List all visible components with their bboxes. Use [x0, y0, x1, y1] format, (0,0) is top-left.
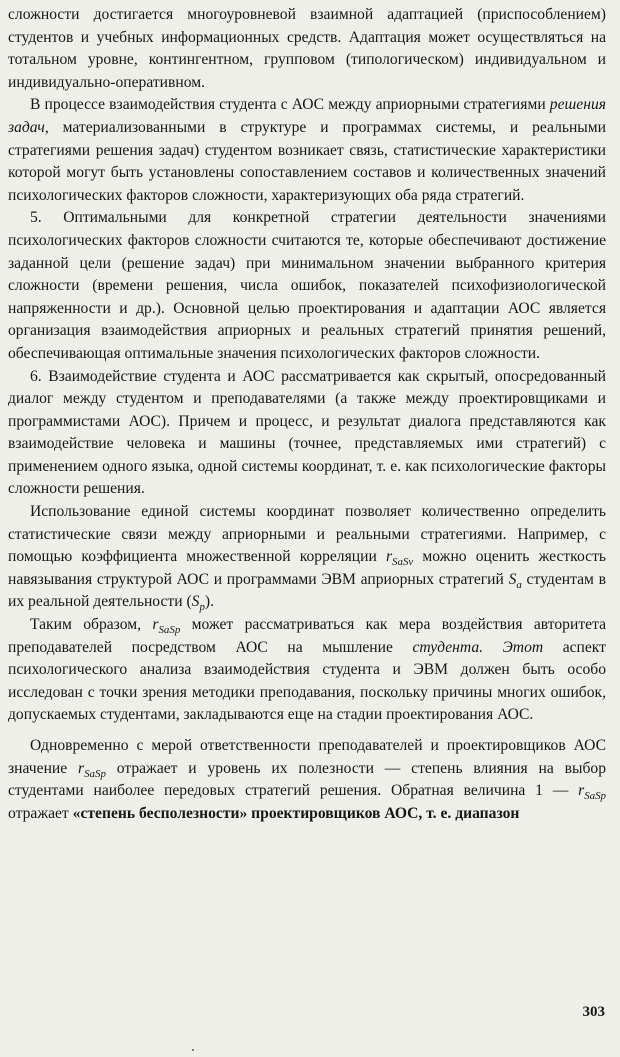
text-authority-middle: может рассматриваться как мера воздействия авторитета преподавателей посредством АОС на мышление: [8, 616, 606, 656]
formula-subscript: p: [199, 601, 205, 614]
formula-subscript: a: [516, 578, 522, 591]
text-point-6: 6. Взаимодействие студента и АОС рассматривается как скрытый, опосредованный диалог между студентом и преподавателями (а также между проектировщиками и программистами АОС). Причем и процесс, и результат диалога представляются как взаимодействие человека и машины (точнее, представляемых ими стратегий) с применением одного языка, одной системы координат, т. е. как психологические факторы сложности решения.: [8, 367, 606, 498]
page-number: 303: [582, 1004, 605, 1020]
text-authority-italic: студента. Этот: [412, 638, 544, 656]
paragraph-coordinates: [8, 501, 606, 614]
formula-r-sasp: [152, 616, 181, 637]
paragraph-interaction: [8, 94, 606, 207]
text-interaction-end: , материализованными в структуре и программах системы, и реальными стратегиями решения задач) студентом возникает связь, статистические характеристики которой могут быть установлены сопоставлением составов и количественных значений психологических факторов сложности, характеризующих оба ряда стратегий.: [8, 118, 606, 204]
paragraph-authority: [8, 614, 606, 727]
text-usefulness-middle: отражает и уровень их полезности — степень влияния на выбор студентами наиболее передовых стратегий решения. Обратная величина 1 —: [8, 759, 606, 800]
formula-subscript: SaSp: [584, 790, 606, 803]
formula-r-sasv: [385, 548, 414, 569]
formula-s-letter: S: [191, 593, 200, 611]
paragraph-point-6: [8, 366, 606, 502]
text-authority-start: Таким образом,: [30, 616, 153, 634]
formula-r-sasp: [78, 759, 106, 780]
paragraph-usefulness: [8, 735, 606, 825]
paragraph-adaptation: [8, 4, 606, 94]
text-coordinates-middle: можно оценить жесткость навязывания структурой АОС и программами ЭВМ априорных стратегий: [8, 548, 606, 588]
formula-subscript: SaSp: [84, 767, 106, 780]
formula-r-letter: r: [385, 548, 393, 566]
text-authority-end: аспект психологического анализа взаимодействия студента и ЭВМ должен быть особо исследован с точки зрения методики преподавания, поскольку причины многих ошибок, допускаемых студентами, закладываются еще на стадии проектирования АОС.: [8, 638, 606, 724]
text-interaction-start: В процессе взаимодействия студента с АОС между априорными стратегиями: [30, 96, 550, 114]
formula-subscript: SaSv: [392, 556, 414, 569]
formula-r-letter: r: [578, 782, 585, 800]
text-point-5: 5. Оптимальными для конкретной стратегии деятельности значениями психологических факторов сложности считаются те, которые обеспечивают достижение заданной цели (решение задач) при минимальном значении выбранного критерия сложности (времени решения, числа ошибок, показателей психофизиологической напряженности и др.). Основной целью проектирования и адаптации АОС является организация взаимодействия априорных и реальных стратегий принятия решений, обеспечивающая оптимальные значения психологических факторов сложности.: [8, 209, 606, 362]
formula-r-letter: r: [78, 759, 85, 777]
formula-r-letter: r: [152, 616, 159, 634]
text-coordinates-start: Использование единой системы координат позволяет количественно определить статистические связи между априорными и реальными стратегиями. Например, с помощью коэффициента множественной корреляции: [8, 503, 606, 566]
formula-s-a: [508, 570, 522, 591]
paragraph-point-5: [8, 207, 606, 365]
text-usefulness-start: Одновременно с мерой ответственности преподавателей и проектировщиков АОС значение: [8, 737, 606, 777]
formula-r-sasp: [578, 782, 606, 803]
print-speck: [192, 1049, 194, 1051]
text-usefulness-tail: отражает: [8, 804, 73, 822]
text-interaction-italic: решения задач: [8, 96, 606, 136]
formula-s-letter: S: [508, 570, 517, 588]
formula-s-p: [191, 593, 205, 614]
text-adaptation: сложности достигается многоуровневой взаимной адаптацией (приспособлением) студентов и учебных информационных средств. Адаптация может осуществляться на тотальном уровне, контингентном, групповом (типологическом) индивидуальном и индивидуально-оперативном.: [8, 6, 606, 91]
text-coordinates-close: ).: [204, 593, 214, 611]
formula-subscript: SaSp: [158, 624, 181, 637]
text-coordinates-tail: студентам в их реальной деятельности (: [8, 570, 606, 611]
text-usefulness-bold: «степень бесполезности» проектировщиков АОС, т. е. диапазон: [72, 804, 520, 822]
